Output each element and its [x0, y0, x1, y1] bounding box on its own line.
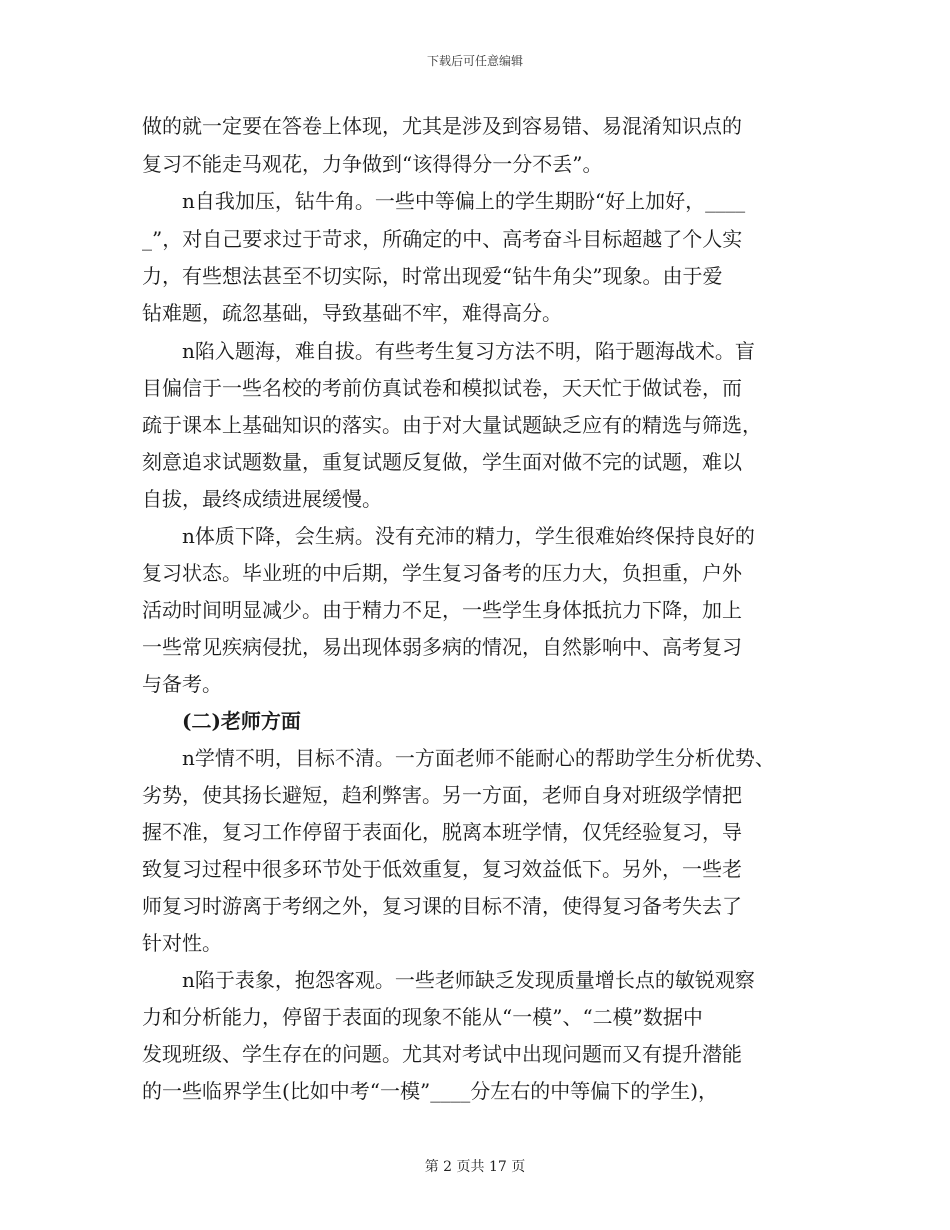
- body-text-line: n学情不明，目标不清。一方面老师不能耐心的帮助学生分析优势、: [182, 746, 775, 770]
- body-text-line: 劣势，使其扬长避短，趋利弊害。另一方面，老师自身对班级学情把: [142, 783, 742, 807]
- body-text-line: 与备考。: [142, 672, 222, 696]
- body-text-line: 力和分析能力，停留于表面的现象不能从“一模”、“二模”数据中: [142, 1005, 703, 1029]
- body-text-line: 复习状态。毕业班的中后期，学生复习备考的压力大，负担重，户外: [142, 561, 742, 585]
- body-text-line: 发现班级、学生存在的问题。尤其对考试中出现问题而又有提升潜能: [142, 1042, 742, 1066]
- page-footer: 第 2 页共 17 页: [424, 1159, 526, 1175]
- body-text-line: 握不准，复习工作停留于表面化，脱离本班学情，仅凭经验复习，导: [142, 820, 742, 844]
- body-text-line: n自我加压，钻牛角。一些中等偏上的学生期盼“好上加好，____: [182, 189, 746, 213]
- body-text-line: 复习不能走马观花，力争做到“该得得分一分不丢”。: [142, 152, 603, 176]
- body-text-line: n陷于表象，抱怨客观。一些老师缺乏发现质量增长点的敏锐观察: [182, 968, 755, 992]
- body-text-line: 活动时间明显减少。由于精力不足，一些学生身体抵抗力下降，加上: [142, 598, 742, 622]
- page-header: 下载后可任意编辑: [426, 54, 523, 68]
- body-text-line: 一些常见疾病侵扰，易出现体弱多病的情况，自然影响中、高考复习: [142, 635, 742, 659]
- body-text-line: 刻意追求试题数量，重复试题反复做，学生面对做不完的试题，难以: [142, 450, 742, 474]
- body-text-line: 的一些临界学生(比如中考“一模”____分左右的中等偏下的学生)，: [142, 1079, 719, 1103]
- body-text-line: 针对性。: [142, 931, 222, 955]
- body-text-line: n陷入题海，难自拔。有些考生复习方法不明，陷于题海战术。盲: [182, 339, 755, 363]
- body-text-line: 自拔，最终成绩进展缓慢。: [142, 487, 382, 511]
- body-text-line: 做的就一定要在答卷上体现，尤其是涉及到容易错、易混淆知识点的: [142, 114, 742, 138]
- body-text-line: n体质下降，会生病。没有充沛的精力，学生很难始终保持良好的: [182, 524, 755, 548]
- body-text-line: _”，对自己要求过于苛求，所确定的中、高考奋斗目标超越了个人实: [142, 227, 743, 251]
- section-heading: (二)老师方面: [182, 709, 301, 733]
- body-text-line: 目偏信于一些名校的考前仿真试卷和模拟试卷，天天忙于做试卷，而: [142, 376, 742, 400]
- body-text-line: 疏于课本上基础知识的落实。由于对大量试题缺乏应有的精选与筛选，: [142, 413, 762, 437]
- body-text-line: 致复习过程中很多环节处于低效重复，复习效益低下。另外，一些老: [142, 857, 742, 881]
- body-text-line: 力，有些想法甚至不切实际，时常出现爱“钻牛角尖”现象。由于爱: [142, 264, 723, 288]
- body-text-line: 钻难题，疏忽基础，导致基础不牢，难得高分。: [142, 301, 562, 325]
- body-text-line: 师复习时游离于考纲之外，复习课的目标不清，使得复习备考失去了: [142, 894, 742, 918]
